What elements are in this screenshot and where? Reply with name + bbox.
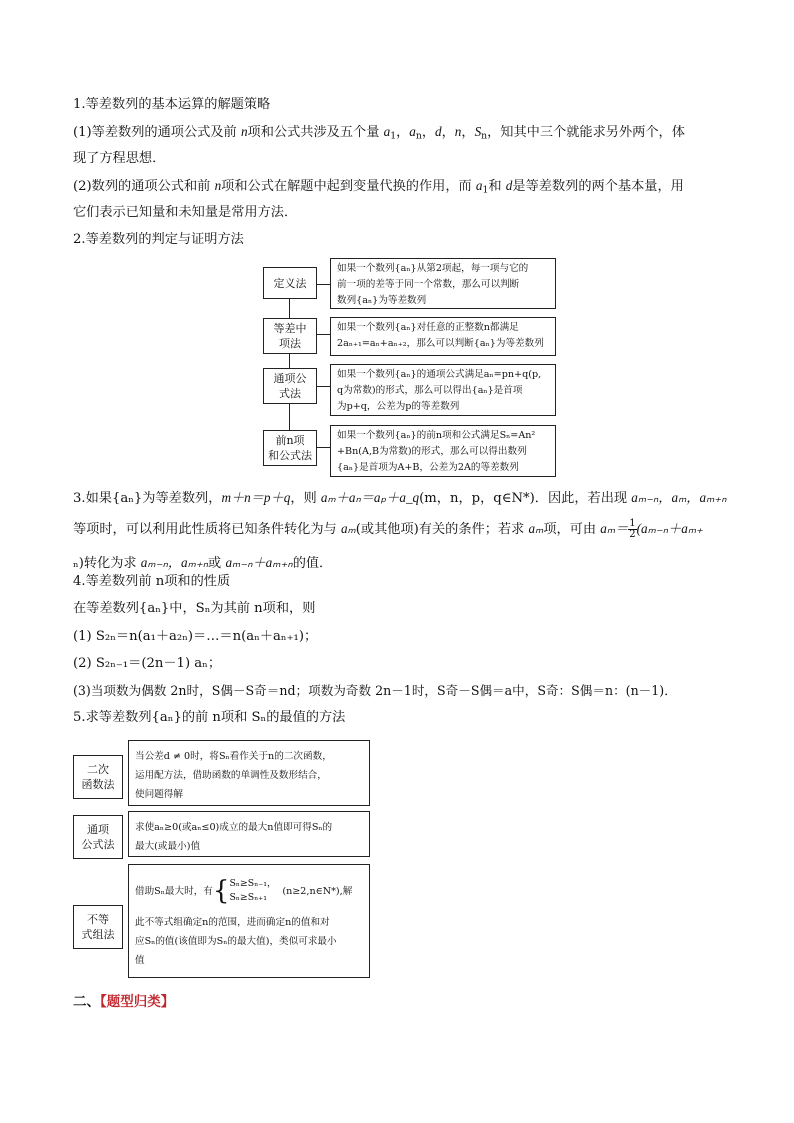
- section-1-p1-cont: 现了方程思想．: [73, 151, 166, 166]
- method-desc-quadratic: 当公差d ≠ 0时，将Sₙ看作关于n的二次函数， 运用配方法，借助函数的单调性及数形结合， 使问题得解: [128, 740, 370, 806]
- method-desc-general-term: 如果一个数列{aₙ}的通项公式满足aₙ=pn+q(p, q为常数)的形式，那么可以得出{aₙ}是首项 为p+q，公差为p的等差数列: [330, 364, 556, 416]
- method-desc-definition: 如果一个数列{aₙ}从第2项起，每一项与它的 前一项的差等于同一个常数，那么可以判断 数列{aₙ}为等差数列: [330, 258, 556, 309]
- method-label-middle-term: 等差中 项法: [263, 318, 317, 354]
- method-desc-inequality: 借助Sₙ最大时，有 { Sₙ≥Sₙ₋₁， Sₙ≥Sₙ₊₁ (n≥2,n∈N*),解 此不等式组确定n的范围，进而确定n的值和对 应Sₙ的值(该值即为Sₙ的最大值)，类似可求最小 值: [128, 864, 370, 978]
- section-3-l3: ₙ)转化为求 aₘ₋ₙ，aₘ₊ₙ或 aₘ₋ₙ＋aₘ₊ₙ的值．: [73, 555, 333, 571]
- method-label-definition: 定义法: [263, 267, 317, 299]
- section-1-p2-cont: 它们表示已知量和未知量是常用方法．: [73, 205, 298, 220]
- section-4-title: 4.等差数列前 n项和的性质: [73, 574, 231, 589]
- method-label-general-term: 通项 公式法: [73, 815, 123, 859]
- method-desc-middle-term: 如果一个数列{aₙ}对任意的正整数n都满足 2aₙ₊₁=aₙ+aₙ₊₂，那么可以判断{aₙ}为等差数列: [330, 317, 556, 356]
- fraction-half: $\frac{1}{2}$: [629, 518, 636, 540]
- connector: [316, 284, 330, 285]
- connector: [316, 386, 330, 387]
- connector: [316, 334, 330, 335]
- section-4-p1: (1) S₂ₙ＝n(a₁＋a₂ₙ)＝…＝n(aₙ＋aₙ₊₁)；: [73, 629, 318, 644]
- connector: [316, 447, 330, 448]
- method-label-inequality: 不等 式组法: [73, 905, 123, 949]
- brace-icon: {: [212, 876, 230, 906]
- method-label-sum-formula: 前n项 和公式法: [263, 430, 317, 466]
- section-3-l2: 等项时，可以利用此性质将已知条件转化为与 aₘ(或其他项)有关的条件；若求 aₘ项，可由 aₘ＝ $\frac{1}{2}$ (aₘ₋ₙ＋aₘ₊: [73, 518, 704, 540]
- section-3-l1: 3.如果{aₙ}为等差数列，m＋n＝p＋q，则 aₘ＋aₙ＝aₚ＋a_q(m，n，p，q∈N*)．因此，若出现 aₘ₋ₙ，aₘ，aₘ₊ₙ: [73, 490, 727, 506]
- method-label-quadratic: 二次 函数法: [73, 755, 123, 799]
- method-desc-sum-formula: 如果一个数列{aₙ}的前n项和公式满足Sₙ=An² +Bn(A,B为常数)的形式，那么可以得出数列 {aₙ}是首项为A+B，公差为2A的等差数列: [330, 425, 556, 477]
- section-4-p2: (2) S₂ₙ₋₁＝(2n－1) aₙ；: [73, 656, 222, 671]
- section-4-p3: (3)当项数为偶数 2n时，S偶－S奇＝nd；项数为奇数 2n－1时，S奇－S偶＝a中，S奇：S偶＝n：(n－1)．: [73, 683, 677, 698]
- section-2-title: 2.等差数列的判定与证明方法: [73, 232, 244, 247]
- section-1-title: 1.等差数列的基本运算的解题策略: [73, 97, 271, 112]
- section-1-p2: (2)数列的通项公式和前 n项和公式在解题中起到变量代换的作用，而 $a_1$和 d是等差数列的两个基本量，用: [73, 178, 684, 196]
- section-5-title: 5.求等差数列{aₙ}的前 n项和 Sₙ的最值的方法: [73, 710, 346, 725]
- section-4-intro: 在等差数列{aₙ}中，Sₙ为其前 n项和，则: [73, 601, 316, 616]
- section-heading-question-types: 二、【题型归类】: [73, 994, 175, 1010]
- method-desc-general-term: 求使aₙ≥0(或aₙ≤0)成立的最大n值即可得Sₙ的 最大(或最小)值: [128, 811, 370, 857]
- inequality-system: Sₙ≥Sₙ₋₁， Sₙ≥Sₙ₊₁: [229, 878, 277, 903]
- section-1-p1: (1)等差数列的通项公式及前 n项和公式共涉及五个量 $a_1$，$a_n$，d，n，$S_n$，知其中三个就能求另外两个，体: [73, 124, 685, 142]
- method-label-general-term: 通项公 式法: [263, 368, 317, 404]
